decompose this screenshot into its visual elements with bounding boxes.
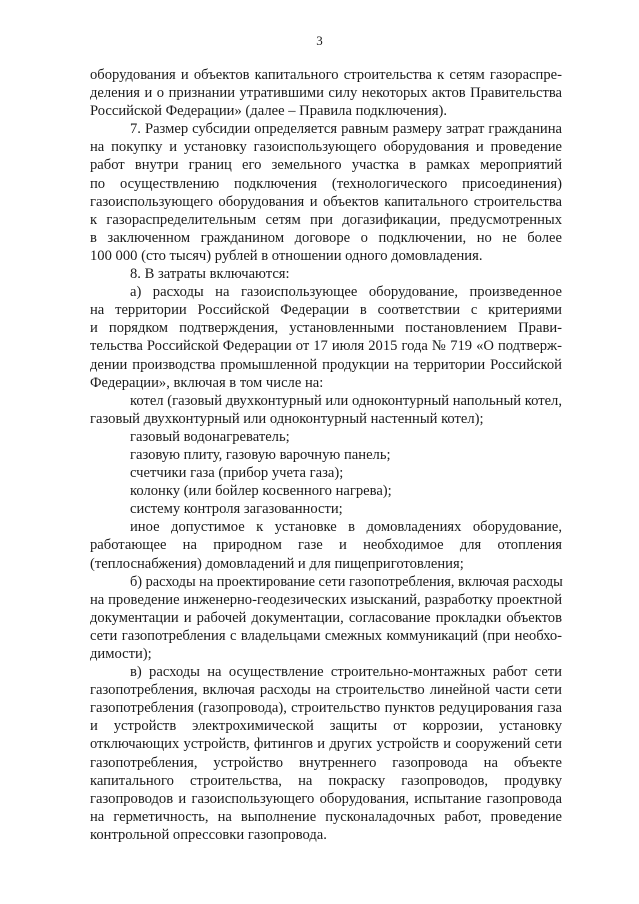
text-line: капитального строительства, на покраску газопроводов, продувку <box>90 772 562 789</box>
text-line: на территории Российской Федерации в соответствии с критериями <box>90 302 562 319</box>
text-line: оборудования и объектов капитального строительства к сетям газораспре- <box>90 67 562 83</box>
text-line: 8. В затраты включаются: <box>130 266 290 283</box>
text-line: отключающих устройств, фитингов и других устройств и сооружений сети <box>90 736 562 753</box>
text-line: на проведение инженерно-геодезических изысканий, разработку проектной <box>90 591 562 608</box>
text-line: тельства Российской Федерации от 17 июля 2015 года № 719 «О подтверж- <box>90 338 562 355</box>
text-line: газопотребления (газопровода), строительство пунктов редуцирования газа <box>90 700 562 717</box>
text-line: в) расходы на осуществление строительно-монтажных работ сети <box>130 664 562 681</box>
text-line: и порядком подтверждения, установленными постановлением Прави- <box>90 320 562 337</box>
text-line: на герметичность, на выполнение пусконаладочных работ, проведение <box>90 808 562 825</box>
text-line: Федерации», включая в том числе на: <box>90 374 324 391</box>
text-line: в заключенном гражданином договоре о подключении, но не более <box>90 229 562 246</box>
text-line: котел (газовый двухконтурный или одноконтурный напольный котел, <box>130 392 562 409</box>
text-line: счетчики газа (прибор учета газа); <box>130 465 344 482</box>
text-line: документации и рабочей документации, согласование прокладки объектов <box>90 609 562 626</box>
text-line: газопотребления, включая расходы на строительство линейной части сети <box>90 682 562 699</box>
document-body <box>90 66 562 844</box>
text-line: по осуществлению подключения (технологического присоединения) <box>90 175 562 192</box>
text-line: газовую плиту, газовую варочную панель; <box>130 446 391 463</box>
text-line: димости); <box>90 646 152 662</box>
text-line: (теплоснабжения) домовладений и для пищеприготовления; <box>90 555 464 572</box>
text-line: газоиспользующего оборудования и объектов капитального строительства <box>90 193 562 210</box>
text-line: а) расходы на газоиспользующее оборудование, произведенное <box>130 284 562 301</box>
text-line: систему контроля загазованности; <box>130 501 343 518</box>
text-line: к газораспределительным сетям при догазификации, предусмотренных <box>90 211 562 228</box>
text-line: колонку (или бойлер косвенного нагрева); <box>130 483 392 500</box>
text-line: дении производства промышленной продукции на территории Российской <box>90 356 562 373</box>
page-number: 3 <box>316 33 323 48</box>
text-line: б) расходы на проектирование сети газопотребления, включая расходы <box>130 573 563 590</box>
text-line: газовый двухконтурный или одноконтурный настенный котел); <box>90 410 484 427</box>
text-line: газопотребления, устройство внутреннего газопровода на объекте <box>90 754 562 771</box>
text-line: деления и о признании утратившими силу некоторых актов Правительства <box>90 85 562 102</box>
text-line: 100 000 (сто тысяч) рублей в отношении одного домовладения. <box>90 247 483 264</box>
text-line: 7. Размер субсидии определяется равным размеру затрат гражданина <box>130 121 562 138</box>
text-line: сети газопотребления с владельцами смежных коммуникаций (при необхо- <box>90 627 562 644</box>
text-line: работающее на природном газе и необходимое для отопления <box>90 537 562 554</box>
text-line: на покупку и установку газоиспользующего оборудования и проведение <box>90 139 562 156</box>
text-line: работ внутри границ его земельного участка в рамках мероприятий <box>90 157 562 174</box>
text-line: иное допустимое к установке в домовладениях оборудование, <box>130 519 562 536</box>
text-line: и устройств электрохимической защиты от коррозии, установку <box>90 718 562 735</box>
text-line: контрольной опрессовки газопровода. <box>90 826 327 843</box>
text-line: газовый водонагреватель; <box>130 428 290 445</box>
text-line: газопроводов и газоиспользующего оборудования, испытание газопровода <box>90 790 562 807</box>
text-line: Российской Федерации» (далее – Правила подключения). <box>90 103 448 120</box>
